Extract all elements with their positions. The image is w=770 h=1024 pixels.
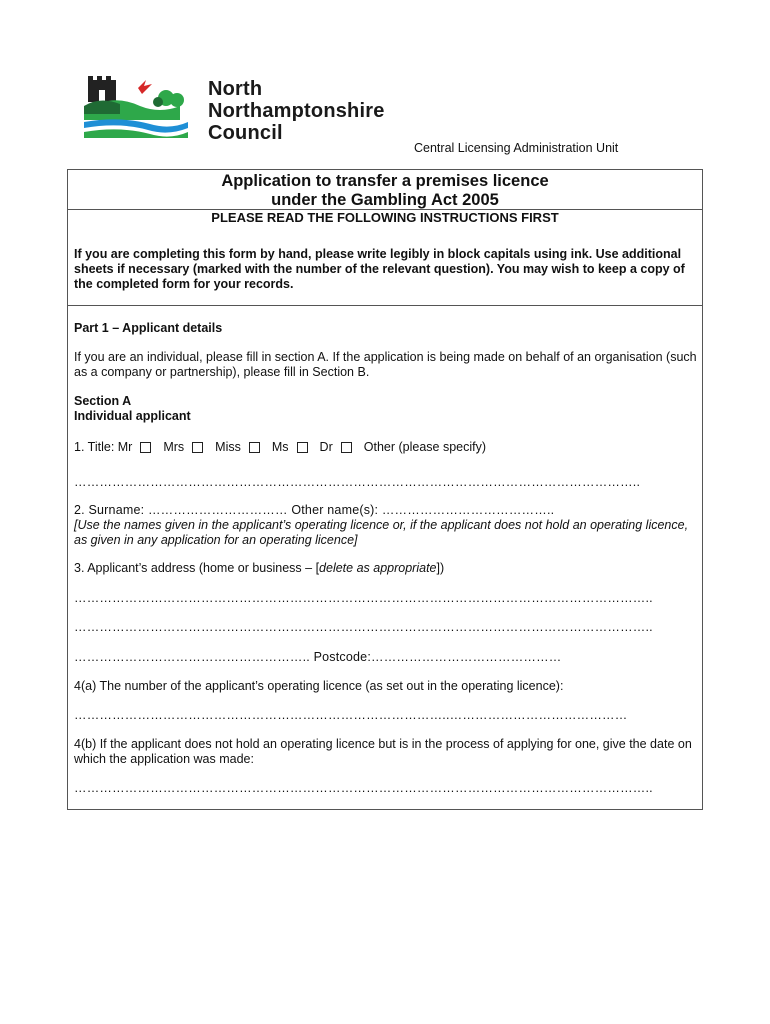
q3-delete-note: delete as appropriate (319, 561, 437, 575)
q3-label-end: ]) (436, 561, 445, 575)
q1-other-field[interactable]: …………………………………………………………………………………………………………………….. (74, 475, 641, 489)
logo-text (208, 78, 385, 144)
section-a-heading: Section A (74, 394, 132, 408)
instructions-heading: PLEASE READ THE FOLLOWING INSTRUCTIONS FIRST (211, 210, 559, 225)
logo-line-1: North (208, 78, 263, 100)
q4b-label: 4(b) If the applicant does not hold an operating licence but is in the process of applying for one, give the date on which the application was made: (74, 737, 692, 766)
address-line-1[interactable]: ……………………………………………………………………………………………………………………….. (74, 591, 653, 605)
address-line-2[interactable]: ……………………………………………………………………………………………………………………….. (74, 620, 653, 634)
dr-label: Dr (319, 440, 333, 454)
form-title-line-1: Application to transfer a premises licence (221, 172, 549, 190)
q4a-field[interactable]: ……………………………………………………………………………..…………………………………… (74, 708, 628, 722)
miss-checkbox[interactable] (249, 442, 260, 453)
logo-line-3: Council (208, 122, 283, 144)
section-a-subheading: Individual applicant (74, 409, 191, 423)
admin-unit-label: Central Licensing Administration Unit (414, 141, 619, 155)
other-title-label: Other (please specify) (363, 440, 487, 454)
council-logo (80, 72, 410, 148)
instructions-text: If you are completing this form by hand, please write legibly in block capitals using ink. Use additional sheets if necessary (marked with the number of the relevant question). You may wish to keep a copy of the completed form for your records. (74, 247, 685, 291)
part1-heading: Part 1 – Applicant details (74, 321, 223, 335)
part1-intro: If you are an individual, please fill in section A. If the application is being made on behalf of an organisation (such as a company or partnership), please fill in Section B. (74, 350, 697, 379)
logo-line-2: Northamptonshire (208, 100, 385, 122)
q3-label-text: 3. Applicant’s address (home or business – [ (74, 561, 320, 575)
ms-checkbox[interactable] (297, 442, 308, 453)
q1-title-row (74, 440, 486, 454)
dr-checkbox[interactable] (341, 442, 352, 453)
mrs-label: Mrs (163, 440, 185, 454)
ms-label: Ms (271, 440, 289, 454)
q2-note: [Use the names given in the applicant’s operating licence or, if the applicant does not hold an operating licence, as given in any application for an operating licence] (74, 518, 689, 547)
mr-checkbox[interactable] (140, 442, 151, 453)
address-postcode-line[interactable]: ……………………………………………….. Postcode:……………………………………… (74, 650, 562, 664)
council-emblem-icon (80, 72, 200, 148)
mrs-checkbox[interactable] (192, 442, 203, 453)
q4a-label: 4(a) The number of the applicant’s operating licence (as set out in the operating licence): (74, 679, 564, 693)
q2-name-fields[interactable]: 2. Surname: …………………………… Other name(s): ………………………………….. (74, 503, 555, 517)
instructions-divider (67, 305, 703, 306)
form-title-line-2: under the Gambling Act 2005 (271, 191, 499, 209)
q4b-field[interactable]: ……………………………………………………………………………………………………………………….. (74, 781, 653, 795)
q1-label: 1. Title: Mr (74, 440, 133, 454)
miss-label: Miss (215, 440, 241, 454)
q3-label (74, 561, 698, 576)
